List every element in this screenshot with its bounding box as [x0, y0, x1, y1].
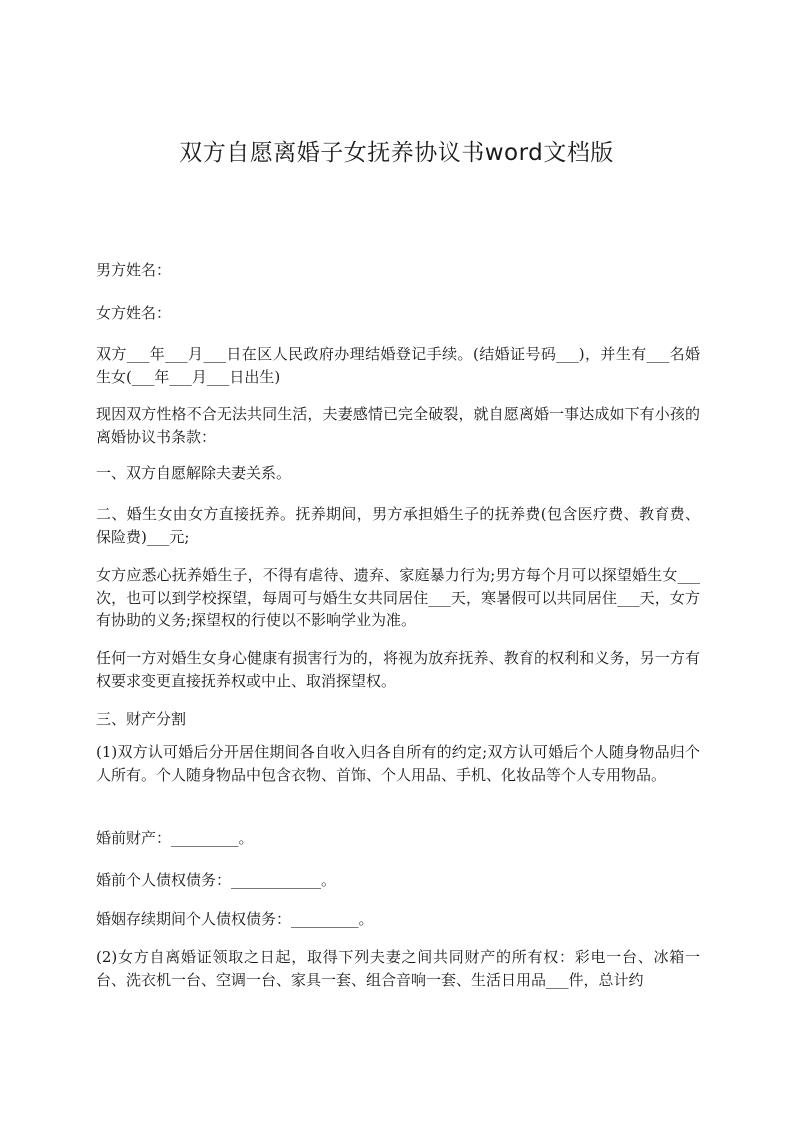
clause-1: 一、双方自愿解除夫妻关系。 — [96, 464, 292, 482]
premarital-property-line: 婚前财产：_________。 — [96, 829, 254, 847]
premarital-debt-line: 婚前个人债权债务：____________。 — [96, 871, 337, 889]
harm-clause-paragraph: 任何一方对婚生女身心健康有损害行为的，将视为放弃抚养、教育的权利和义务，另一方有权要求变更直接抚养权或中止、取消探望权。 — [96, 649, 700, 690]
marriage-registration-paragraph: 双方___年___月___日在区人民政府办理结婚登记手续。(结婚证号码___)，并生有___名婚生女(___年___月___日出生) — [96, 345, 700, 386]
male-name-line: 男方姓名： — [96, 261, 172, 279]
visitation-paragraph: 女方应悉心抚养婚生子，不得有虐待、遗弃、家庭暴力行为;男方每个月可以探望婚生女___次，也可以到学校探望，每周可与婚生女共同居住___天，寒暑假可以共同居住___天，女方有协助的义务;探望权的行使以不影响学业为准。 — [96, 566, 700, 629]
divorce-reason-paragraph: 现因双方性格不合无法共同生活，夫妻感情已完全破裂，就自愿离婚一事达成如下有小孩的离婚协议书条款： — [96, 405, 700, 446]
female-name-line: 女方姓名： — [96, 304, 172, 322]
document-title: 双方自愿离婚子女抚养协议书word文档版 — [179, 140, 614, 166]
property-item-1: (1)双方认可婚后分开居住期间各自收入归各自所有的约定;双方认可婚后个人随身物品归个人所有。个人随身物品中包含衣物、首饰、个人用品、手机、化妆品等个人专用物品。 — [96, 743, 700, 784]
marital-debt-line: 婚姻存续期间个人债权债务：_________。 — [96, 910, 374, 928]
clause-3-heading: 三、财产分割 — [96, 710, 187, 728]
clause-2-custody: 二、婚生女由女方直接抚养。抚养期间，男方承担婚生子的抚养费(包含医疗费、教育费、保险费)___元; — [96, 505, 700, 546]
property-item-2: (2)女方自离婚证领取之日起，取得下列夫妻之间共同财产的所有权：彩电一台、冰箱一台、洗衣机一台、空调一台、家具一套、组合音响一套、生活日用品___件，总计约 — [96, 948, 700, 989]
